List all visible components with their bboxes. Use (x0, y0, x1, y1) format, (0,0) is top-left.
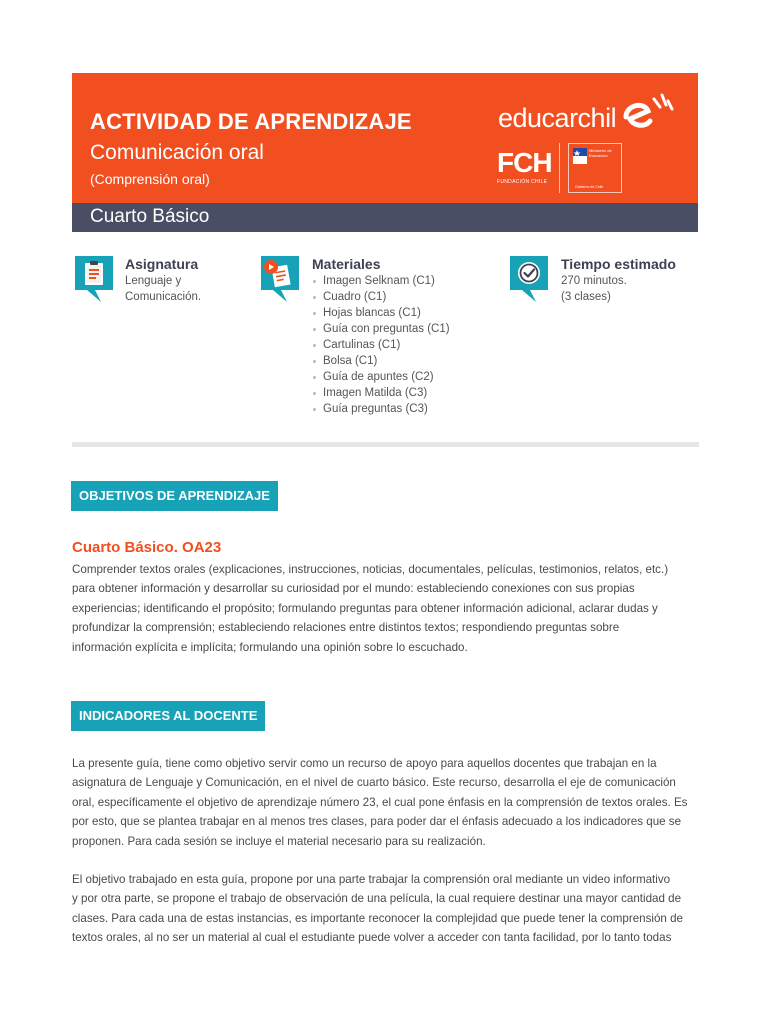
materiales-list (312, 273, 450, 417)
indicadores-paragraph-2 (72, 870, 692, 948)
objetivos-line: Comprender textos orales (explicaciones, instrucciones, noticias, documentales, películas, testimonios, relatos, etc.) (72, 563, 669, 576)
objetivos-line: información explícita e implícita; formulando una opinión sobre lo escuchado. (72, 640, 468, 654)
asignatura-line-2: Comunicación. (125, 291, 202, 303)
section-divider (72, 442, 699, 447)
ministry-logo (568, 143, 622, 193)
indicadores-para1-line: La presente guía, tiene como objetivo servir como un recurso de apoyo para aquellos docentes que trabajan en la (72, 757, 657, 770)
tiempo-title: Tiempo estimado (561, 256, 676, 272)
objetivos-line: profundizar la comprensión; estableciendo relaciones entre distintos textos; respondiendo preguntas sobre (72, 621, 620, 635)
materiales-item: Imagen Matilda (C3) (312, 385, 450, 401)
materiales-item: Hojas blancas (C1) (312, 305, 450, 321)
fch-logo-subtitle: FUNDACIÓN CHILE (497, 179, 548, 185)
indicadores-para2-line: El objetivo trabajado en esta guía, propone por una parte trabajar la comprensión oral mediante un video informativo (72, 873, 671, 886)
objetivos-label: OBJETIVOS DE APRENDIZAJE (71, 481, 278, 511)
header-banner (72, 73, 698, 203)
activity-subtitle-secondary: (Comprensión oral) (90, 171, 210, 187)
objetivos-line: para obtener información y desarrollar su curiosidad por el mundo: estableciendo conexiones con sus propias (72, 582, 635, 596)
tiempo-value (561, 273, 627, 305)
clock-check-icon (510, 256, 548, 302)
indicadores-para2-line: clases. Para cada una de estas instancias, es importante reconocer la complejidad que puede tener la comprensión de (72, 911, 683, 925)
grade-label: Cuarto Básico (90, 206, 210, 227)
materiales-item: Guía preguntas (C3) (312, 401, 450, 417)
indicadores-para1-line: asignatura de Lenguaje y Comunicación, en el nivel de cuarto básico. Este recurso, desarrolla el eje de comunicación (72, 776, 676, 790)
indicadores-para1-line: proponen. Para cada sesión se incluye el material necesario para su realización. (72, 834, 486, 848)
asignatura-title: Asignatura (125, 256, 199, 272)
indicadores-para2-line: textos orales, al no ser un material al cual el estudiante puede volver a acceder con tanta facilidad, por lo tanto todas (72, 931, 672, 945)
ministry-footer: Gobierno de Chile (575, 185, 604, 189)
materiales-item: Guía con preguntas (C1) (312, 321, 450, 337)
ministry-shield-icon (573, 148, 587, 164)
activity-subtitle: Comunicación oral (90, 141, 264, 164)
educarchile-e-icon (612, 87, 676, 139)
materiales-item: Imagen Selknam (C1) (312, 273, 450, 289)
indicadores-para1-line: oral, específicamente el objetivo de aprendizaje número 23, el cual pone énfasis en la comprensión de textos orales. Es (72, 795, 688, 809)
fch-logo: FCH (497, 147, 552, 178)
indicadores-label: INDICADORES AL DOCENTE (71, 701, 265, 731)
materiales-title: Materiales (312, 256, 381, 272)
objetivos-paragraph (72, 560, 692, 657)
activity-title: ACTIVIDAD DE APRENDIZAJE (90, 109, 412, 134)
objetivos-line: experiencias; identificando el propósito; formulando preguntas para obtener información adicional, aclarar dudas y (72, 601, 658, 615)
materiales-item: Cartulinas (C1) (312, 337, 450, 353)
indicadores-para2-line: y por otra parte, se propone el trabajo de observación de una película, la cual requiere destinar una mayor cantidad de (72, 892, 682, 906)
ministry-name: Ministerio de Educación (589, 148, 612, 158)
indicadores-paragraph-1 (72, 754, 692, 851)
grade-bar (72, 203, 698, 232)
asignatura-value (125, 273, 201, 305)
materiales-item: Bolsa (C1) (312, 353, 450, 369)
logo-divider (559, 143, 560, 193)
video-document-icon (261, 256, 299, 302)
materiales-item: Cuadro (C1) (312, 289, 450, 305)
asignatura-line-1: Lenguaje y (125, 275, 182, 287)
tiempo-line-2: (3 clases) (561, 291, 611, 303)
oa-title: Cuarto Básico. OA23 (72, 539, 222, 556)
educarchile-logo-text: educarchil (498, 103, 617, 133)
clipboard-icon (75, 256, 113, 302)
indicadores-para1-line: por esto, que se plantea trabajar en al menos tres clases, para poder dar el énfasis adecuado a los indicadores que se (72, 815, 682, 829)
materiales-item: Guía de apuntes (C2) (312, 369, 450, 385)
tiempo-line-1: 270 minutos. (561, 275, 627, 287)
